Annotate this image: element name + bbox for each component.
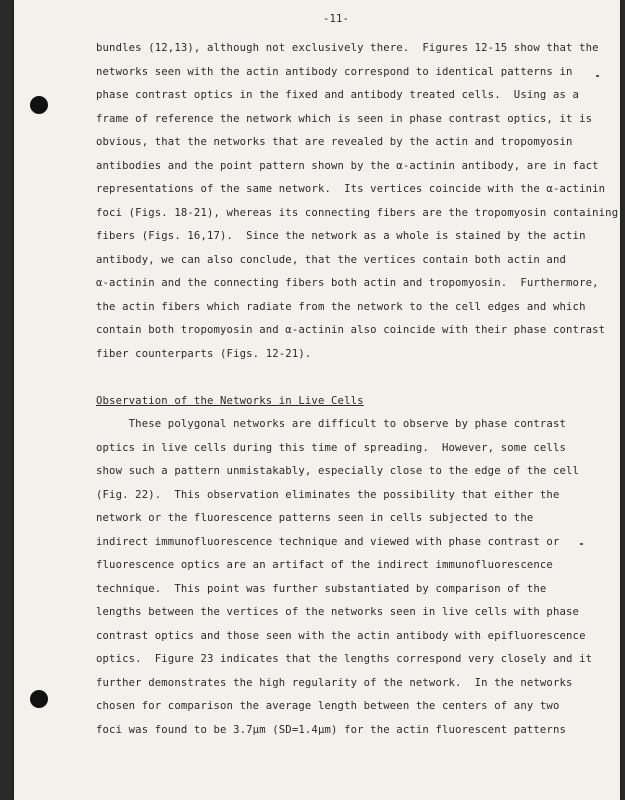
text-line: α-actinin and the connecting fibers both actin and tropomyosin. Furthermore, bbox=[96, 277, 599, 289]
text-line: phase contrast optics in the fixed and antibody treated cells. Using as a bbox=[96, 89, 580, 101]
text-line: indirect immunofluorescence technique and viewed with phase contrast or bbox=[96, 535, 560, 548]
blank-line bbox=[96, 366, 566, 390]
speck-mark bbox=[596, 75, 599, 77]
text-line: These polygonal networks are difficult to observe by phase contrast bbox=[96, 418, 567, 430]
text-line: technique. This point was further substantiated by comparison of the bbox=[96, 582, 547, 595]
text-line: the actin fibers which radiate from the network to the cell edges and which bbox=[96, 300, 586, 313]
text-line: chosen for comparison the average length between the centers of any two bbox=[96, 700, 560, 712]
text-line: contain both tropomyosin and α-actinin also coincide with their phase contrast bbox=[96, 324, 606, 336]
text-line: networks seen with the actin antibody correspond to identical patterns in bbox=[96, 65, 573, 78]
paragraph-1 bbox=[96, 37, 619, 366]
text-line: lengths between the vertices of the networks seen in live cells with phase bbox=[96, 606, 580, 618]
text-line: bundles (12,13), although not exclusively there. Figures 12-15 show that the bbox=[96, 42, 599, 54]
text-line: antibody, we can also conclude, that the vertices contain both actin and bbox=[96, 253, 567, 266]
speck-mark bbox=[580, 543, 583, 545]
text-line: obvious, that the networks that are revealed by the actin and tropomyosin bbox=[96, 136, 573, 148]
page-number: -11- bbox=[322, 13, 350, 25]
text-line: foci (Figs. 18-21), whereas its connecting fibers are the tropomyosin containing bbox=[96, 206, 619, 219]
text-line: (Fig. 22). This observation eliminates the possibility that either the bbox=[96, 488, 560, 501]
text-line: frame of reference the network which is seen in phase contrast optics, it is bbox=[96, 112, 593, 125]
section-heading: Observation of the Networks in Live Cells bbox=[96, 394, 364, 407]
text-line: foci was found to be 3.7μm (SD=1.4μm) for the actin fluorescent patterns bbox=[96, 723, 567, 736]
text-line: optics in live cells during this time of spreading. However, some cells bbox=[96, 441, 567, 454]
binder-hole-top bbox=[30, 96, 48, 114]
text-line: contrast optics and those seen with the actin antibody with epifluorescence bbox=[96, 629, 586, 642]
text-line: optics. Figure 23 indicates that the lengths correspond very closely and it bbox=[96, 653, 593, 665]
text-line: further demonstrates the high regularity of the network. In the networks bbox=[96, 676, 573, 689]
text-line: antibodies and the point pattern shown by the α-actinin antibody, are in fact bbox=[96, 159, 599, 172]
text-line: show such a pattern unmistakably, especially close to the edge of the cell bbox=[96, 465, 580, 477]
paragraph-2 bbox=[96, 413, 593, 742]
typed-text-block bbox=[96, 13, 619, 742]
text-line: representations of the same network. Its vertices coincide with the α-actinin bbox=[96, 183, 606, 195]
text-line: fluorescence optics are an artifact of the indirect immunofluorescence bbox=[96, 559, 553, 571]
text-line: fiber counterparts (Figs. 12-21). bbox=[96, 347, 312, 360]
document-page bbox=[14, 0, 620, 800]
text-line: network or the fluorescence patterns seen in cells subjected to the bbox=[96, 512, 534, 524]
binder-hole-bottom bbox=[30, 690, 48, 708]
text-line: fibers (Figs. 16,17). Since the network as a whole is stained by the actin bbox=[96, 230, 586, 242]
